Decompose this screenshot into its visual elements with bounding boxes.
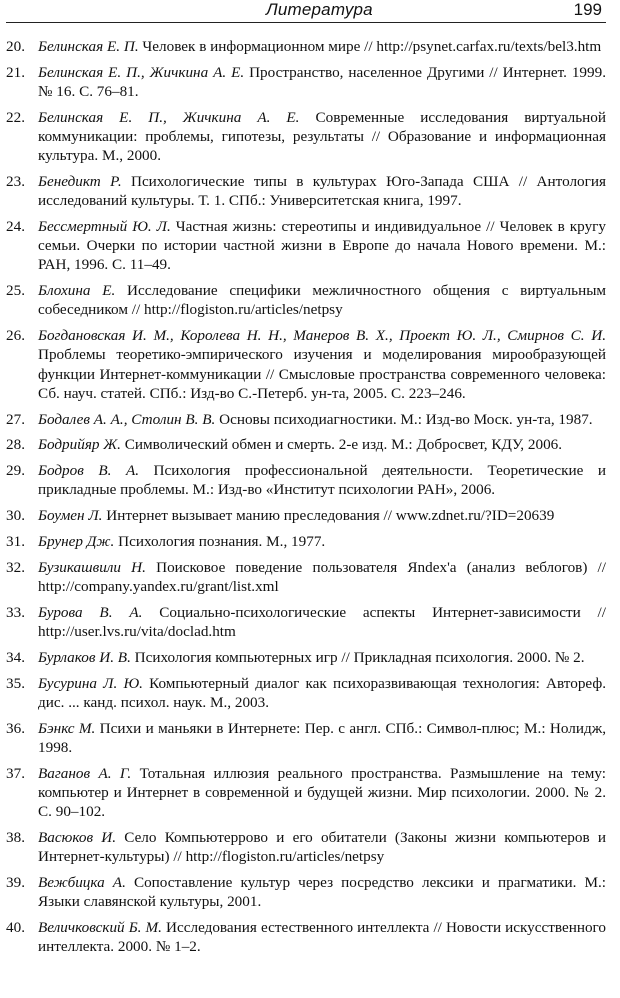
reference-body (38, 873, 606, 911)
reference-body (38, 828, 606, 866)
reference-number: 37. (6, 764, 25, 782)
reference-body (38, 326, 606, 403)
reference-item (6, 918, 606, 956)
reference-item (6, 532, 606, 551)
header-title: Литература (266, 0, 373, 19)
reference-item (6, 172, 606, 210)
reference-text: Компьютерный диалог как психоразвивающая технология: Автореф. дис. ... канд. психол. наук. М., 2003. (38, 674, 606, 711)
reference-item (6, 326, 606, 403)
reference-body (38, 719, 606, 757)
reference-number: 22. (6, 108, 25, 126)
reference-text: Психология компьютерных игр // Прикладная психология. 2000. № 2. (130, 648, 585, 666)
reference-author: Бурова В. А. (38, 603, 143, 621)
reference-author: Бодров В. А. (38, 462, 140, 480)
reference-item (6, 558, 606, 596)
reference-text: Село Компьютеррово и его обитатели (Законы жизни компьютеров и Интернет-культуры) // http://flogiston.ru/articles/netpsy (38, 828, 606, 865)
reference-item (6, 648, 606, 667)
reference-item (6, 108, 606, 166)
reference-text: Психология профессиональной деятельности. Теоретические и прикладные проблемы. М.: Изд-во «Институт психологии РАН», 2006. (38, 462, 607, 499)
reference-text: Психология познания. М., 1977. (114, 533, 326, 550)
reference-author: Бузикашвили Н. (38, 558, 146, 576)
reference-item (6, 603, 606, 641)
reference-number: 40. (6, 918, 25, 936)
reference-author: Бэнкс М. (38, 719, 96, 737)
reference-number: 23. (6, 173, 25, 190)
reference-text: Пространство, населенное Другими // Интернет. 1999. № 16. С. 76–81. (38, 63, 606, 100)
reference-author: Боумен Л. (38, 507, 103, 525)
reference-text: Современные исследования виртуальной коммуникации: проблемы, гипотезы, результаты // Образование и информационная культура. М., 2000. (38, 108, 606, 165)
reference-text: Символический обмен и смерть. 2-е изд. М.: Добросвет, КДУ, 2006. (120, 436, 563, 454)
reference-body (38, 764, 606, 822)
reference-body (38, 648, 606, 667)
reference-author: Бодрийяр Ж. (38, 436, 121, 454)
reference-body (38, 918, 606, 956)
reference-number: 28. (6, 436, 25, 454)
reference-body (38, 63, 606, 101)
reference-author: Богдановская И. М., Королева Н. Н., Манеров В. Х., Проект Ю. Л., Смирнов С. И. (38, 327, 606, 345)
reference-item (6, 506, 606, 525)
reference-author: Брунер Дж. (38, 533, 115, 550)
reference-item (6, 435, 606, 454)
reference-author: Вежбицка А. (38, 873, 126, 891)
reference-item (6, 764, 606, 822)
reference-body (38, 410, 606, 429)
reference-author: Бурлаков И. В. (38, 648, 131, 666)
reference-body (38, 461, 606, 499)
reference-number: 34. (6, 648, 25, 666)
reference-text: Исследование специфики межличностного общения с виртуальным собеседником // http://flogiston.ru/articles/netpsy (38, 282, 607, 319)
reference-text: Поисковое поведение пользователя Яndex'а (анализ веблогов) // http://company.yandex.ru/grant/list.xml (38, 558, 606, 595)
reference-item (6, 873, 606, 911)
reference-author: Бодалев А. А., Столин В. В. (38, 410, 216, 428)
reference-number: 29. (6, 462, 25, 480)
reference-item (6, 281, 606, 319)
reference-body (38, 217, 606, 275)
reference-body (38, 172, 606, 210)
reference-author: Ваганов А. Г. (38, 764, 132, 782)
reference-author: Белинская Е. П., Жичкина А. Е. (38, 63, 245, 81)
reference-number: 30. (6, 507, 25, 525)
reference-author: Бессмертный Ю. Л. (38, 218, 171, 235)
reference-author: Величковский Б. М. (38, 918, 162, 936)
reference-text: Сопоставление культур через посредство лексики и прагматики. М.: Языки славянской культуры, 2001. (38, 873, 606, 910)
reference-number: 20. (6, 38, 25, 55)
reference-text: Человек в информационном мире // http://psynet.carfax.ru/texts/bel3.htm (138, 38, 602, 55)
reference-number: 36. (6, 719, 25, 737)
reference-text: Интернет вызывает манию преследования // www.zdnet.ru/?ID=20639 (102, 507, 555, 525)
reference-item (6, 828, 606, 866)
reference-author: Белинская Е. П. (38, 38, 139, 55)
reference-number: 27. (6, 410, 25, 428)
reference-number: 39. (6, 873, 25, 891)
page-number: 199 (573, 0, 602, 19)
reference-number: 21. (6, 63, 25, 81)
reference-body (38, 37, 606, 56)
reference-item (6, 461, 606, 499)
reference-text: Проблемы теоретико-эмпирического изучения и моделирования мирообразующей функции Интернет-коммуникации // Смысловые пространства современного человека: Сб. науч. статей. СПб.: Изд-во С.-Петерб. ун-та, 2005. С. 223–246. (38, 346, 606, 402)
reference-text: Психологические типы в культурах Юго-Запада США // Антология исследований культуры. Т. 1. СПб.: Университетская книга, 1997. (38, 173, 606, 210)
reference-author: Белинская Е. П., Жичкина А. Е. (38, 108, 300, 126)
reference-author: Васюков И. (38, 828, 117, 846)
reference-number: 25. (6, 282, 25, 300)
reference-list (6, 37, 606, 956)
reference-number: 24. (6, 218, 25, 235)
reference-author: Бенедикт Р. (38, 173, 122, 190)
reference-number: 38. (6, 828, 25, 846)
reference-item (6, 719, 606, 757)
reference-text: Психи и маньяки в Интернете: Пер. с англ. СПб.: Символ-плюс; М.: Нолидж, 1998. (38, 719, 607, 756)
reference-body (38, 558, 606, 596)
reference-number: 33. (6, 603, 25, 621)
reference-author: Бусурина Л. Ю. (38, 674, 143, 692)
reference-body (38, 281, 606, 319)
reference-text: Частная жизнь: стереотипы и индивидуальное // Человек в кругу семьи. Очерки по истории частной жизни в Европе до начала Нового времени. М.: РАН, 1996. С. 11–49. (38, 218, 606, 274)
reference-body (38, 674, 606, 712)
reference-body (38, 603, 606, 641)
reference-item (6, 63, 606, 101)
reference-text: Тотальная иллюзия реального пространства. Размышление на тему: компьютер и Интернет в современной и будущей жизни. Мир психологии. 2000. № 2. С. 90–102. (38, 764, 606, 820)
reference-number: 31. (6, 533, 25, 550)
running-header (6, 0, 606, 23)
reference-body (38, 506, 606, 525)
reference-number: 26. (6, 327, 25, 345)
reference-body (38, 435, 606, 454)
reference-text: Социально-психологические аспекты Интернет-зависимости // http://user.lvs.ru/vita/doclad.htm (38, 603, 606, 640)
reference-body (38, 108, 606, 166)
reference-number: 35. (6, 674, 25, 692)
reference-item (6, 217, 606, 275)
reference-item (6, 410, 606, 429)
reference-author: Блохина Е. (38, 282, 116, 300)
reference-body (38, 532, 606, 551)
reference-item (6, 37, 606, 56)
reference-item (6, 674, 606, 712)
reference-text: Исследования естественного интеллекта // Новости искусственного интеллекта. 2000. № 1–2. (38, 918, 606, 955)
reference-text: Основы психодиагностики. М.: Изд-во Моск. ун-та, 1987. (215, 410, 593, 428)
reference-number: 32. (6, 558, 25, 576)
